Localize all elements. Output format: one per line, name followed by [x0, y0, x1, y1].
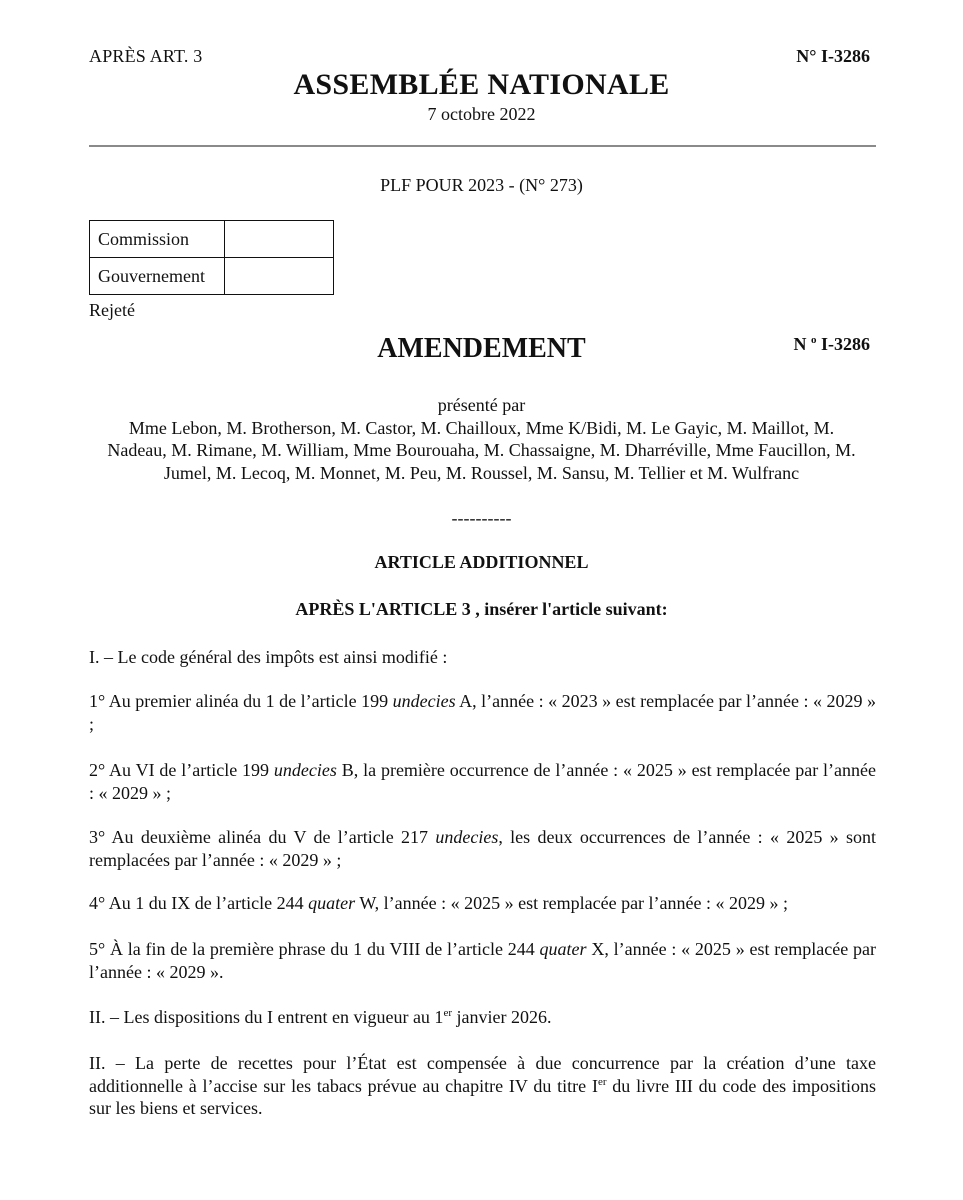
- paragraph-5: [89, 938, 876, 983]
- article-reference: APRÈS ART. 3: [89, 46, 203, 66]
- paragraph-text: B, la première occurrence de l’année : « 2025 » est remplacée par l’année : « 2029 » ;: [89, 760, 876, 803]
- amendment-number-prefix: N: [793, 334, 811, 354]
- paragraph-italic: undecies: [273, 760, 337, 780]
- amendment-number-header: N° I-3286: [796, 46, 870, 66]
- paragraph-intro: I. – Le code général des impôts est ainsi modifié :: [89, 647, 448, 667]
- amendment-title: AMENDEMENT: [377, 333, 586, 364]
- paragraph-text: II. – Les dispositions du I entrent en vigueur au 1: [89, 1007, 444, 1027]
- paragraph-text: , les deux occurrences de l’année : « 2025 » sont remplacées par l’année : « 2029 » ;: [89, 827, 876, 870]
- article-instruction: APRÈS L'ARTICLE 3 , insérer l'article suivant:: [295, 599, 668, 619]
- paragraph-text: 2° Au VI de l’article 199: [89, 760, 274, 780]
- authors-separator: ----------: [451, 508, 512, 528]
- article-heading: ARTICLE ADDITIONNEL: [374, 552, 589, 572]
- status-value-commission: [225, 221, 334, 258]
- paragraph-text: II. – La perte de recettes pour l’État est compensée à due concurrence par la création d’une taxe additionnelle à l’accise sur les tabacs prévue au chapitre IV du titre I: [89, 1053, 876, 1096]
- authors-list: Mme Lebon, M. Brotherson, M. Castor, M. Chailloux, Mme K/Bidi, M. Le Gayic, M. Maillot, M. Nadeau, M. Rimane, M. William, Mme Bourouaha, M. Chassaigne, M. Dharréville, Mme Faucillon, M. Jumel, M. Lecoq, M. Monnet, M. Peu, M. Roussel, M. Sansu, M. Tellier et M. Wulfranc: [107, 417, 856, 483]
- paragraph-text: du livre III du code des impositions sur les biens et services.: [89, 1075, 876, 1118]
- paragraph-1: [89, 690, 876, 735]
- paragraph-text: 5° À la fin de la première phrase du 1 du VIII de l’article 244: [89, 939, 540, 959]
- amendment-number: [794, 334, 871, 355]
- paragraph-italic: undecies: [392, 691, 456, 711]
- paragraph-text: A, l’année : « 2023 » est remplacée par l’année : « 2029 » ;: [89, 691, 877, 734]
- status-value-gouvernement: [225, 258, 334, 295]
- decision-status: Rejeté: [89, 300, 135, 320]
- paragraph-4: [89, 892, 876, 915]
- paragraph-2: [89, 759, 876, 804]
- table-row: [90, 221, 334, 258]
- header-divider: [89, 145, 876, 147]
- paragraph-italic: quater: [539, 939, 587, 959]
- paragraph-ii-compensation: [89, 1052, 876, 1120]
- paragraph-ii-effective-date: [89, 1006, 876, 1029]
- document-title: ASSEMBLÉE NATIONALE: [293, 68, 670, 101]
- paragraph-text: 3° Au deuxième alinéa du V de l’article 217: [89, 827, 436, 847]
- paragraph-text: 4° Au 1 du IX de l’article 244: [89, 893, 309, 913]
- paragraph-text: janvier 2026.: [451, 1007, 552, 1027]
- authors-block: [100, 394, 863, 484]
- paragraph-text: W, l’année : « 2025 » est remplacée par l’année : « 2029 » ;: [355, 893, 789, 913]
- paragraph-italic: quater: [308, 893, 356, 913]
- paragraph-text: X, l’année : « 2025 » est remplacée par l’année : « 2029 ».: [89, 939, 877, 982]
- status-label-commission: Commission: [90, 221, 225, 258]
- document-date: 7 octobre 2022: [427, 104, 536, 124]
- paragraph-3: [89, 826, 876, 871]
- table-row: [90, 258, 334, 295]
- superscript: er: [443, 1007, 452, 1019]
- presented-by: présenté par: [437, 395, 526, 415]
- amendment-number-sup: o: [811, 334, 817, 346]
- status-table: [89, 220, 334, 295]
- bill-reference: PLF POUR 2023 - (N° 273): [380, 175, 583, 195]
- amendment-number-value: I-3286: [816, 334, 870, 354]
- paragraph-text: 1° Au premier alinéa du 1 de l’article 199: [89, 691, 393, 711]
- superscript: er: [597, 1075, 607, 1088]
- status-label-gouvernement: Gouvernement: [90, 258, 225, 295]
- paragraph-italic: undecies: [435, 827, 499, 847]
